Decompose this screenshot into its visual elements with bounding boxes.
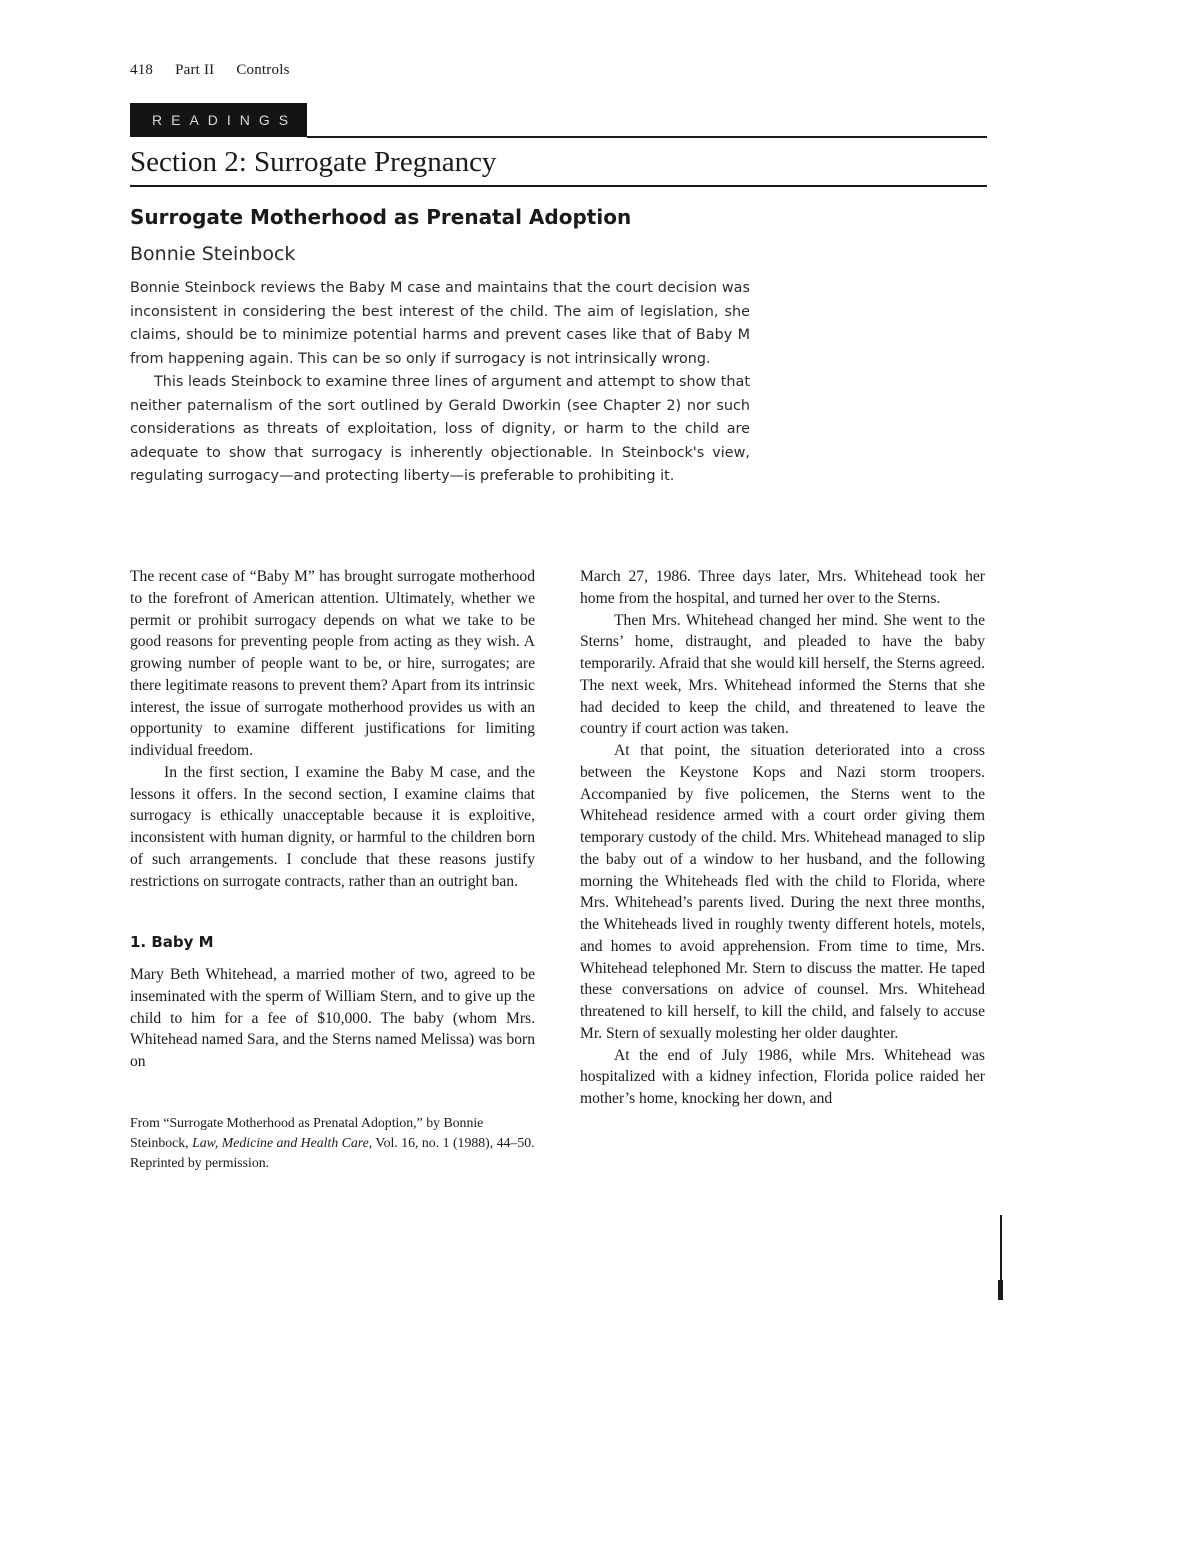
abstract-paragraph: This leads Steinbock to examine three lines of argument and attempt to show that neither paternalism of the sort outlined by Gerald Dworkin (see Chapter 2) nor such considerations as threats of exploitation, loss of dignity, or harm to the child are adequate to show that surrogacy is inherently objectionable. In Steinbock's view, regulating surrogacy—and protecting liberty—is preferable to prohibiting it. (130, 374, 750, 484)
body-paragraph: Mary Beth Whitehead, a married mother of two, agreed to be inseminated with the sperm of William Stern, and to give up the child to him for a fee of $10,000. The baby (whom Mrs. Whitehead named Sara, and the Sterns named Melissa) was born on (130, 966, 535, 1070)
header-rule-top (307, 136, 987, 138)
running-head (130, 62, 308, 79)
body-paragraph: At the end of July 1986, while Mrs. Whitehead was hospitalized with a kidney infection, Florida police raided her mother’s home, knocking her down, and (580, 1046, 985, 1107)
footnote-journal: Law, Medicine and Health Care (192, 1134, 369, 1150)
footnote-prefix: From “Surrogate Motherhood as Prenatal Adoption,” by Bonnie Steinbock, (130, 1114, 484, 1150)
body-paragraph: March 27, 1986. Three days later, Mrs. Whitehead took her home from the hospital, and turned her over to the Sterns. (580, 568, 985, 607)
source-footnote (130, 1113, 535, 1173)
right-column (580, 566, 985, 1110)
readings-tab: READINGS (130, 103, 307, 137)
article-title: Surrogate Motherhood as Prenatal Adoption (130, 205, 632, 229)
section-title: Section 2: Surrogate Pregnancy (130, 146, 497, 178)
body-paragraph: The recent case of “Baby M” has brought surrogate motherhood to the forefront of American attention. Ultimately, whether we permit or prohibit surrogacy depends on what we take to be good reasons for preventing people from acting as they wish. A growing number of people want to be, or hire, surrogates; are there legitimate reasons to prevent them? Apart from its intrinsic interest, the issue of surrogate motherhood provides us with an opportunity to examine different justifications for limiting individual freedom. (130, 568, 535, 759)
footnote-suffix: , Vol. 16, no. 1 (1988), 44–50. Reprinted by permission. (130, 1134, 535, 1170)
page-number: 418 (130, 62, 154, 78)
left-column (130, 566, 535, 1173)
body-paragraph: Then Mrs. Whitehead changed her mind. She went to the Sterns’ home, distraught, and pleaded to have the baby temporarily. Afraid that she would kill herself, the Sterns agreed. The next week, Mrs. Whitehead informed the Sterns that she had decided to keep the child, and threatened to leave the country if court action was taken. (580, 611, 985, 738)
article-author: Bonnie Steinbock (130, 243, 296, 265)
body-paragraph: At that point, the situation deteriorated into a cross between the Keystone Kops and Nazi storm troopers. Accompanied by five policemen, the Sterns went to the Whitehead residence armed with a court order giving them temporary custody of the child. Mrs. Whitehead managed to slip the baby out of a window to her husband, and the following morning the Whiteheads fled with the child to Florida, where Mrs. Whitehead’s parents lived. During the next three months, the Whiteheads lived in roughly twenty different hotels, motels, and homes to avoid apprehension. From time to time, Mrs. Whitehead telephoned Mr. Stern to discuss the matter. He taped these conversations on advice of counsel. Mrs. Whitehead threatened to kill herself, to kill the child, and falsely to accuse Mr. Stern of sexually molesting her older daughter. (580, 742, 985, 1042)
abstract (130, 277, 750, 489)
scan-edge-mark (998, 1280, 1003, 1300)
part-label: Part II (175, 62, 215, 78)
body-paragraph: In the first section, I examine the Baby M case, and the lessons it offers. In the second section, I examine claims that surrogacy is ethically unacceptable because it is exploitive, inconsistent with human dignity, or harmful to the children born of such arrangements. I conclude that these reasons justify restrictions on surrogate contracts, rather than an outright ban. (130, 763, 535, 890)
part-title: Controls (236, 62, 290, 78)
abstract-paragraph: Bonnie Steinbock reviews the Baby M case and maintains that the court decision was inconsistent in considering the best interest of the child. The aim of legislation, she claims, should be to minimize potential harms and prevent cases like that of Baby M from happening again. This can be so only if surrogacy is not intrinsically wrong. (130, 280, 750, 367)
subsection-heading: 1. Baby M (130, 933, 214, 952)
header-rule-bottom (130, 185, 987, 187)
